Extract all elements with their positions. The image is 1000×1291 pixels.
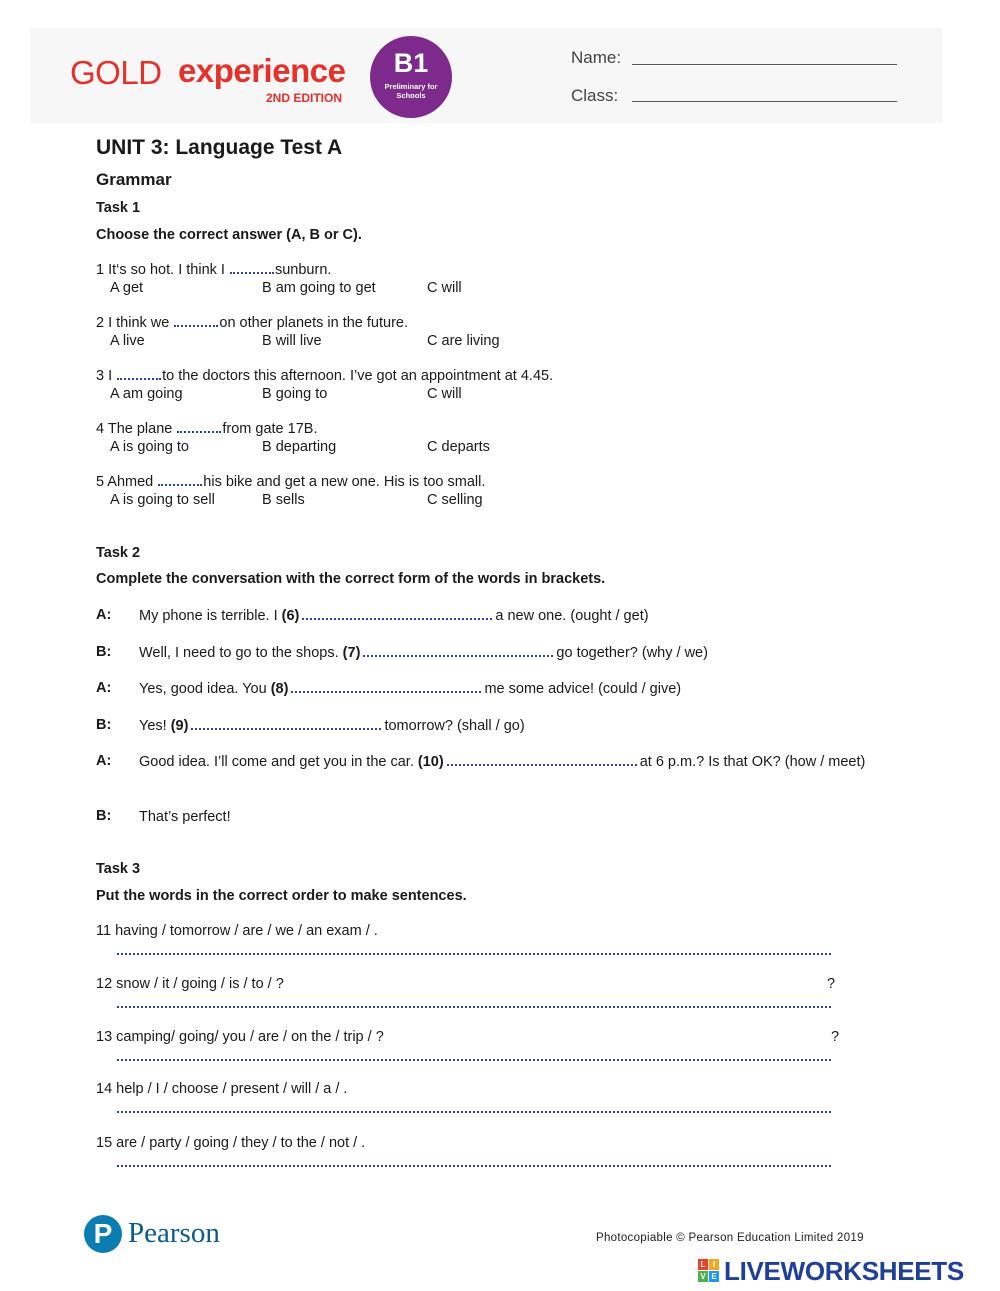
question-text-before: 2 I think we	[96, 315, 170, 331]
question-text-before: 5 Ahmed	[96, 474, 154, 490]
liveworksheets-wordmark: LIVEWORKSHEETS	[724, 1256, 964, 1286]
gap-number: (9)	[170, 718, 189, 734]
option-a[interactable]: A get	[110, 280, 144, 296]
conversation-text-after: a new one. (ought / get)	[495, 608, 649, 624]
logo-experience-text: experience	[178, 52, 346, 89]
reorder-prompt: 14 help / I / choose / present / will / a / .	[96, 1081, 348, 1097]
conversation-line	[139, 717, 874, 736]
task2-title: Task 2	[96, 545, 141, 561]
answer-gap[interactable]	[363, 645, 553, 657]
speaker-label: B:	[96, 717, 112, 733]
speaker-label: A:	[96, 607, 112, 623]
answer-line[interactable]	[117, 1165, 831, 1167]
option-b[interactable]: B am going to get	[262, 280, 376, 296]
pearson-logo-icon: P	[84, 1215, 122, 1253]
class-label: Class:	[571, 86, 619, 105]
gap-number: (7)	[342, 645, 361, 661]
name-field[interactable]	[632, 64, 897, 65]
option-b[interactable]: B will live	[262, 333, 322, 349]
conversation-text-before: That’s perfect!	[139, 809, 231, 825]
lw-tile-e: E	[709, 1271, 719, 1282]
question-text-before: 4 The plane	[96, 421, 173, 437]
conversation-text-after: me some advice! (could / give)	[484, 681, 682, 697]
page-title: UNIT 3: Language Test A	[96, 136, 343, 159]
answer-gap[interactable]	[177, 421, 221, 433]
level-badge	[370, 36, 452, 118]
header-band	[30, 28, 942, 123]
speaker-label: A:	[96, 680, 112, 696]
lw-tile-i: I	[709, 1259, 719, 1270]
answer-gap[interactable]	[302, 608, 492, 620]
conversation-text-after: tomorrow? (shall / go)	[384, 718, 525, 734]
answer-gap[interactable]	[191, 718, 381, 730]
liveworksheets-logo-icon	[698, 1259, 720, 1283]
copyright-text: Photocopiable © Pearson Education Limited 2019	[596, 1232, 864, 1244]
line-end-mark: ?	[831, 1029, 840, 1045]
answer-line[interactable]	[117, 1111, 831, 1113]
question-stem	[96, 262, 331, 278]
conversation-text-after: at 6 p.m.? Is that OK? (how / meet)	[639, 754, 866, 770]
question-text-before: 3 I	[96, 368, 113, 384]
conversation-text-before: Well, I need to go to the shops.	[139, 645, 339, 661]
option-a[interactable]: A live	[110, 333, 145, 349]
logo-gold-text: GOLD	[70, 54, 162, 91]
question-text-after: from gate 17B.	[222, 421, 318, 437]
option-b[interactable]: B sells	[262, 492, 305, 508]
lw-tile-l: L	[698, 1259, 708, 1270]
line-end-mark: ?	[827, 976, 836, 992]
badge-subtitle: Preliminary for Schools	[384, 82, 438, 100]
option-c[interactable]: C are living	[427, 333, 500, 349]
question-text-before: 1 It‘s so hot. I think I	[96, 262, 225, 278]
conversation-text-before: Yes!	[139, 718, 167, 734]
question-stem	[96, 421, 317, 437]
question-stem	[96, 474, 485, 490]
option-c[interactable]: C will	[427, 280, 462, 296]
conversation-line	[139, 808, 874, 827]
speaker-label: A:	[96, 753, 112, 769]
answer-gap[interactable]	[447, 754, 637, 766]
answer-line[interactable]	[117, 953, 831, 955]
reorder-prompt: 15 are / party / going / they / to the / not / .	[96, 1135, 366, 1151]
lw-tile-v: V	[698, 1271, 708, 1282]
option-c[interactable]: C departs	[427, 439, 490, 455]
question-text-after: on other planets in the future.	[219, 315, 409, 331]
answer-gap[interactable]	[230, 262, 274, 274]
speaker-label: B:	[96, 808, 112, 824]
conversation-line	[139, 680, 874, 699]
task1-title: Task 1	[96, 200, 141, 216]
conversation-text-before: My phone is terrible. I	[139, 608, 278, 624]
conversation-line	[139, 607, 874, 626]
conversation-text-before: Good idea. I’ll come and get you in the car.	[139, 754, 414, 770]
question-text-after: his bike and get a new one. His is too small.	[203, 474, 486, 490]
option-a[interactable]: A am going	[110, 386, 183, 402]
badge-level: B1	[393, 48, 429, 78]
option-a[interactable]: A is going to sell	[110, 492, 215, 508]
answer-gap[interactable]	[174, 315, 218, 327]
task1-instruction: Choose the correct answer (A, B or C).	[96, 227, 362, 243]
section-title: Grammar	[96, 170, 172, 189]
question-stem	[96, 368, 553, 384]
conversation-line	[139, 753, 874, 772]
option-b[interactable]: B going to	[262, 386, 328, 402]
task3-title: Task 3	[96, 861, 141, 877]
option-c[interactable]: C will	[427, 386, 462, 402]
conversation-line	[139, 644, 874, 663]
gap-number: (10)	[417, 754, 444, 770]
speaker-label: B:	[96, 644, 112, 660]
conversation-text-after: go together? (why / we)	[556, 645, 708, 661]
answer-gap[interactable]	[158, 474, 202, 486]
question-text-after: to the doctors this afternoon. I’ve got an appointment at 4.45.	[162, 368, 554, 384]
task2-instruction: Complete the conversation with the correct form of the words in brackets.	[96, 571, 606, 587]
task3-instruction: Put the words in the correct order to make sentences.	[96, 888, 467, 904]
class-field[interactable]	[632, 101, 897, 102]
question-text-after: sunburn.	[274, 262, 332, 278]
reorder-prompt: 13 camping/ going/ you / are / on the / trip / ?	[96, 1029, 384, 1045]
gap-number: (6)	[281, 608, 300, 624]
answer-gap[interactable]	[291, 681, 481, 693]
answer-gap[interactable]	[117, 368, 161, 380]
option-c[interactable]: C selling	[427, 492, 483, 508]
option-b[interactable]: B departing	[262, 439, 337, 455]
answer-line[interactable]	[117, 1059, 831, 1061]
reorder-prompt: 12 snow / it / going / is / to / ?	[96, 976, 284, 992]
logo-edition-text: 2ND EDITION	[266, 91, 343, 105]
option-a[interactable]: A is going to	[110, 439, 189, 455]
conversation-text-before: Yes, good idea. You	[139, 681, 267, 697]
question-stem	[96, 315, 408, 331]
pearson-wordmark: Pearson	[128, 1217, 220, 1249]
answer-line[interactable]	[117, 1006, 831, 1008]
gap-number: (8)	[270, 681, 289, 697]
reorder-prompt: 11 having / tomorrow / are / we / an exam / .	[96, 923, 378, 939]
name-label: Name:	[571, 48, 622, 67]
